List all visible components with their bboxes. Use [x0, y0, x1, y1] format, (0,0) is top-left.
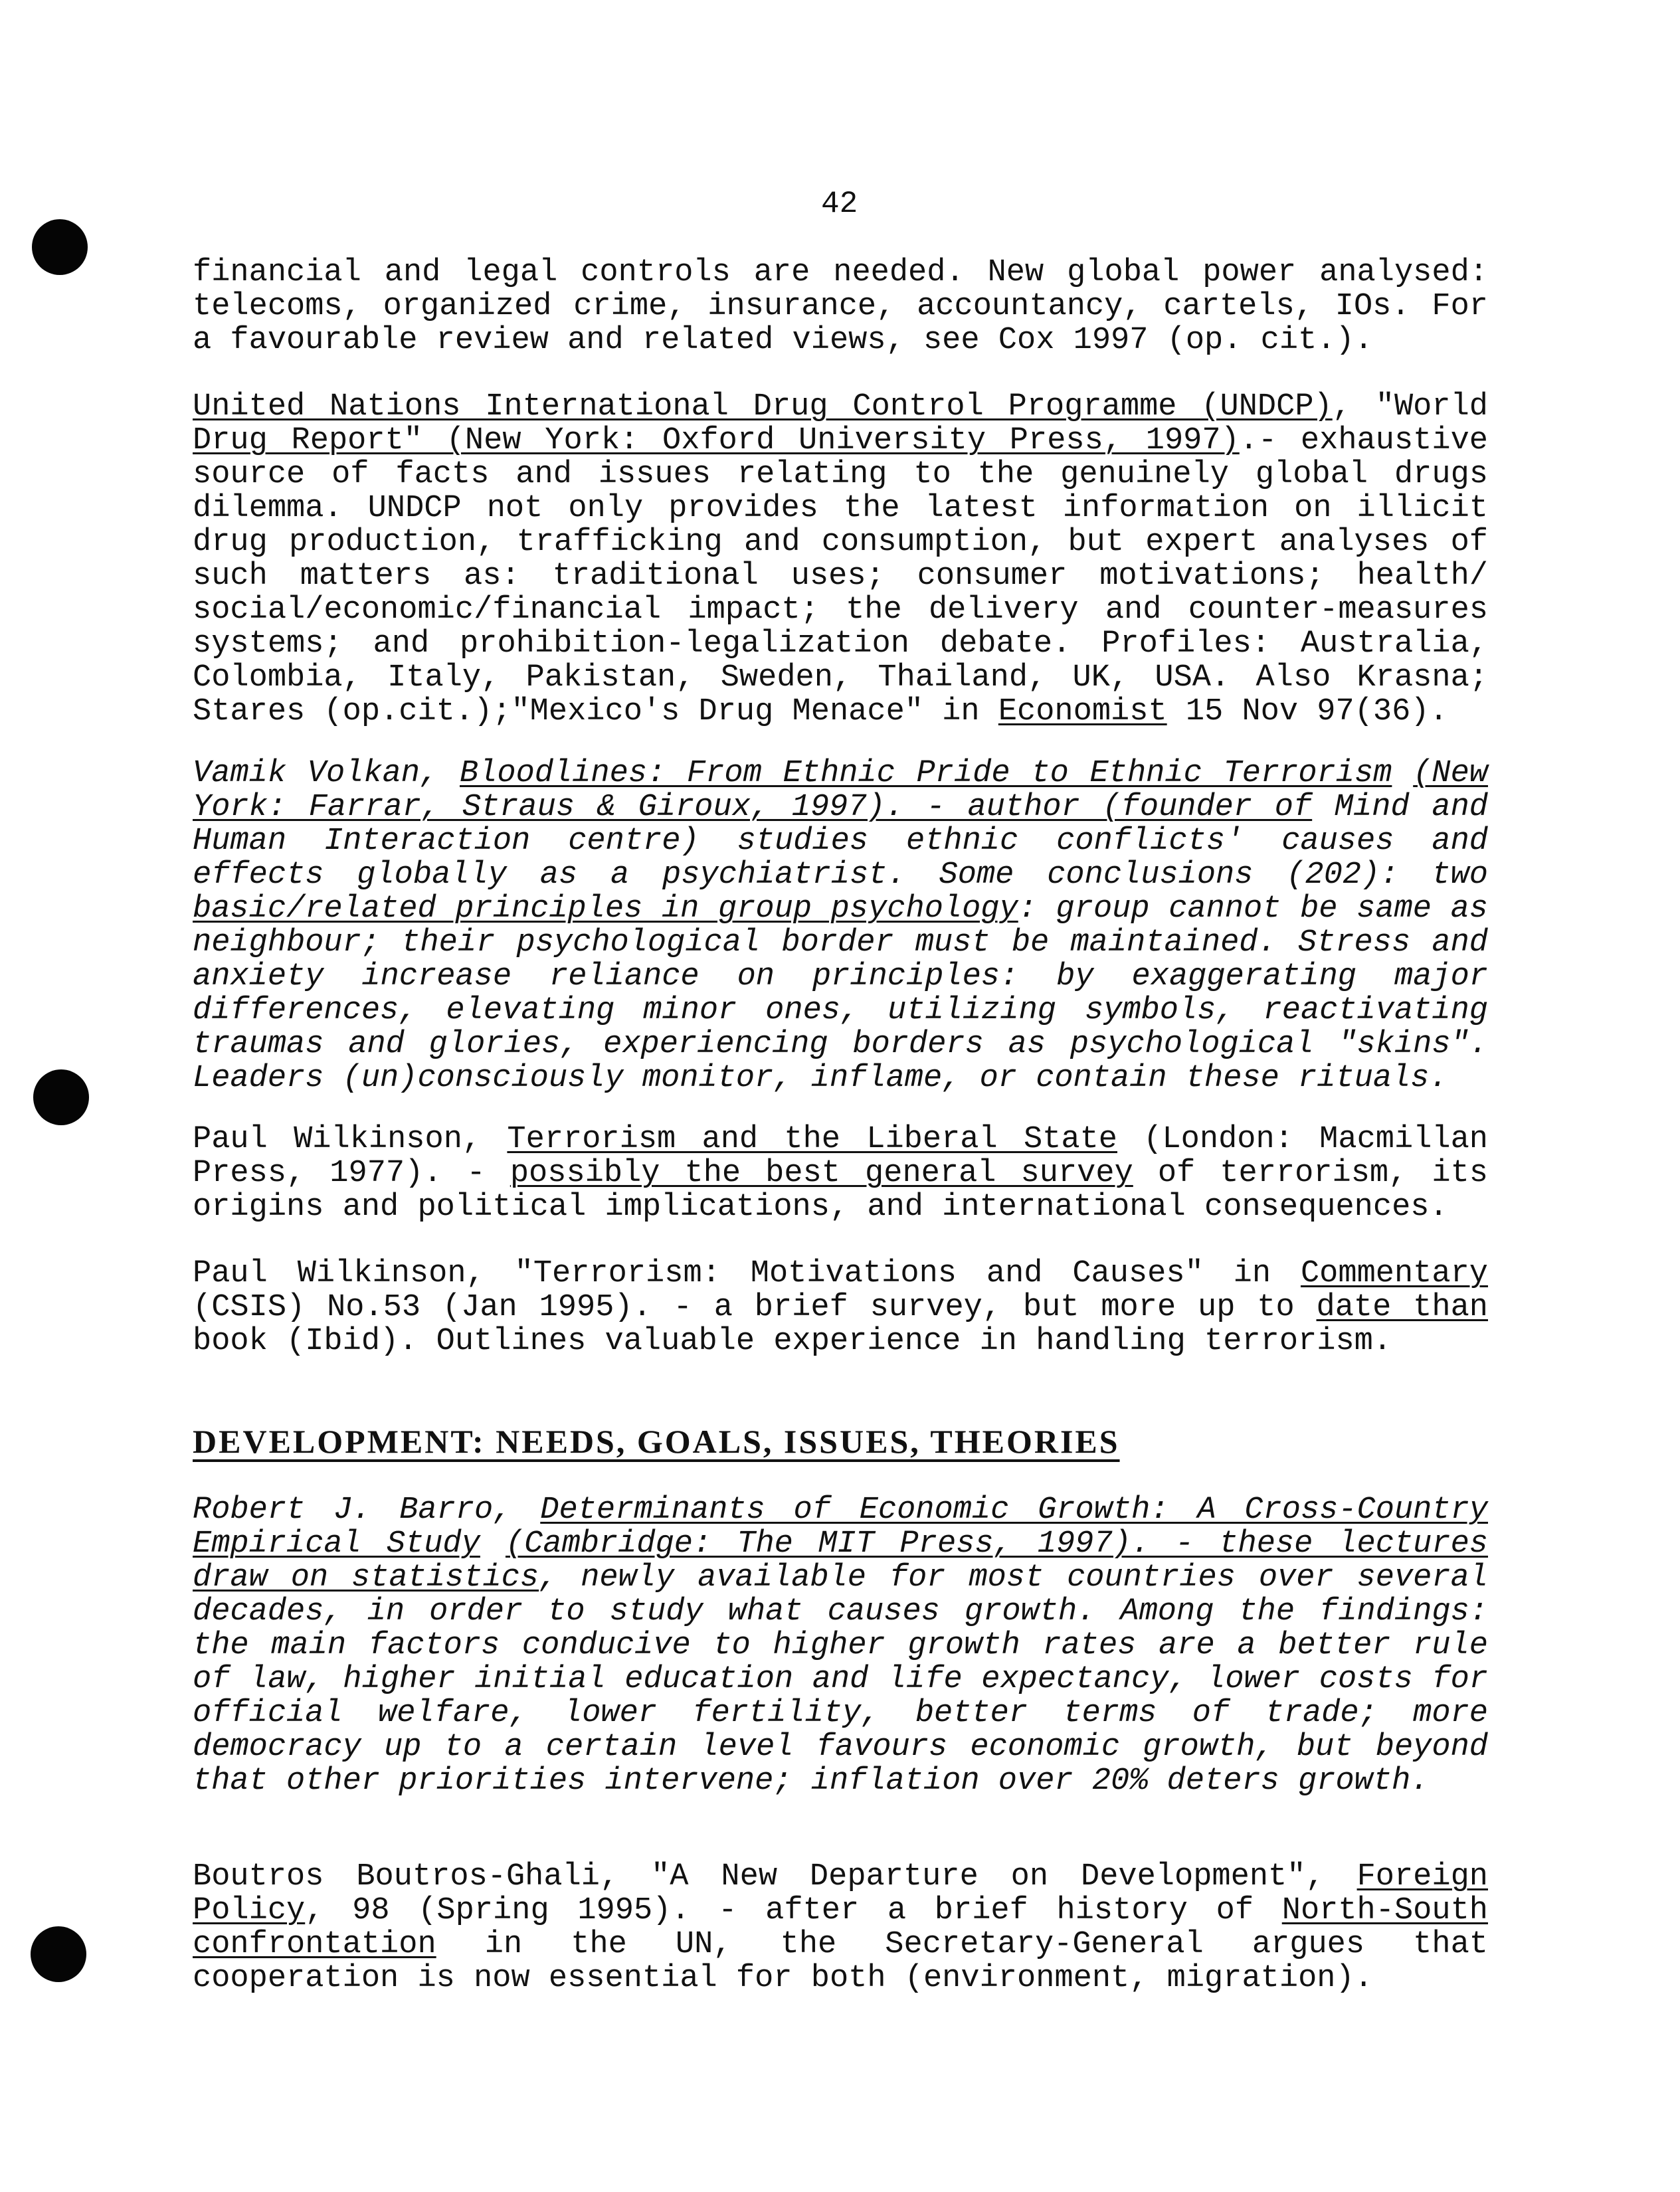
entry-text: in the UN, the Secretary-General argues that cooperation is now essential for both (environment, migration). — [193, 1927, 1488, 1996]
entry-author: Vamik Volkan, — [193, 756, 460, 791]
entry-journal: Foreign Policy — [193, 1859, 1488, 1928]
entry-text — [480, 1526, 506, 1562]
paragraph-continued — [193, 256, 1488, 357]
entry-text: (London: Macmillan Press, 1977). - — [193, 1122, 1489, 1191]
entry-text: : group cannot be same as neighbour; their psychological border must be maintained. Stress and anxiety increase reliance on principles: by exaggerating major differences, elevating minor ones, utilizing symbols, reactivating traumas and glories, experiencing borders as psychological "skins". Leaders (un)consciously monitor, inflame, or contain these rituals. — [193, 891, 1488, 1096]
entry-boutros-ghali — [193, 1860, 1488, 1995]
entry-undcp — [193, 390, 1488, 729]
entry-emphasis: date than — [1316, 1290, 1488, 1325]
entry-emphasis: North-South confrontation — [193, 1893, 1488, 1962]
entry-text: book (Ibid). Outlines valuable experience in handling terrorism. — [193, 1324, 1392, 1359]
entry-title: Bloodlines: From Ethnic Pride to Ethnic Terrorism — [460, 756, 1392, 791]
entry-emphasis: possibly the best general survey — [510, 1156, 1133, 1191]
entry-text: Paul Wilkinson, "Terrorism: Motivations and Causes" in — [193, 1256, 1301, 1291]
entry-author-title: United Nations International Drug Control Programme (UNDCP) — [193, 389, 1333, 424]
entry-journal: Economist — [998, 694, 1167, 729]
entry-text: 15 Nov 97(36). — [1167, 694, 1448, 729]
entry-title: Determinants of Economic Growth: A Cross-Country Empirical Study — [193, 1493, 1488, 1562]
entry-text: (CSIS) No.53 (Jan 1995). - a brief survey, but more up to — [193, 1290, 1317, 1325]
entry-wilkinson-commentary — [193, 1257, 1488, 1358]
entry-wilkinson-liberal-state — [193, 1123, 1488, 1224]
entry-text: , 98 (Spring 1995). - after a brief history of — [305, 1893, 1282, 1928]
page-number: 42 — [821, 187, 858, 221]
entry-text — [1392, 756, 1413, 791]
entry-text: .- exhaustive source of facts and issues relating to the genuinely global drugs dilemma. UNDCP not only provides the latest information on illicit drug production, trafficking and consumption, but expert analyses of such matters as: traditional uses; consumer motivations; health/ social/economic/financial impact; the delivery and counter-measures systems; and prohibition-legalization debate. Profiles: Australia, Colombia, Italy, Pakistan, Sweden, Thailand, UK, USA. Also Krasna; Stares (op.cit.);"Mexico's Drug Menace" in — [193, 423, 1488, 729]
binder-hole-top — [32, 219, 88, 275]
entry-emphasis: draw on statistics — [193, 1560, 539, 1596]
entry-text: , newly available for most countries over several decades, in order to study what causes growth. Among the findings: the main factors conducive to higher growth rates are a better rule of law, higher initial education and life expectancy, lower costs for official welfare, lower fertility, better terms of trade; more democracy up to a certain level favours economic growth, but beyond that other priorities intervene; inflation over 20% deters growth. — [193, 1560, 1489, 1799]
binder-hole-bottom — [31, 1926, 86, 1982]
entry-title: Drug Report" (New York: Oxford University Press, 1997) — [193, 423, 1240, 458]
entry-title: Terrorism and the Liberal State — [507, 1122, 1117, 1157]
entry-text: of terrorism, its origins and political implications, and international consequences. — [193, 1156, 1489, 1225]
entry-author: Paul Wilkinson, — [193, 1122, 508, 1157]
entry-emphasis: basic/related principles in group psychology — [193, 891, 1018, 927]
entry-publisher: (New York: Farrar, Straus & Giroux, 1997). - author (founder of — [193, 756, 1488, 825]
entry-barro — [193, 1493, 1488, 1798]
entry-text: Boutros Boutros-Ghali, "A New Departure on Development", — [193, 1859, 1357, 1894]
entry-author: Robert J. Barro, — [193, 1493, 541, 1528]
entry-journal: Commentary — [1300, 1256, 1488, 1291]
section-heading: DEVELOPMENT: NEEDS, GOALS, ISSUES, THEORIES — [193, 1423, 1120, 1460]
entry-volkan — [193, 757, 1488, 1095]
entry-text: Mind and Human Interaction centre) studies ethnic conflicts' causes and effects globally as a psychiatrist. Some conclusions (202): two — [193, 790, 1488, 893]
binder-hole-middle — [33, 1069, 89, 1125]
entry-publisher: (Cambridge: The MIT Press, 1997). - these lectures — [505, 1526, 1488, 1562]
entry-text: financial and legal controls are needed. New global power analysed: telecoms, organized crime, insurance, accountancy, cartels, IOs. For a favourable review and related views, see Cox 1997 (op. cit.). — [193, 255, 1488, 358]
entry-text: , "World — [1332, 389, 1488, 424]
